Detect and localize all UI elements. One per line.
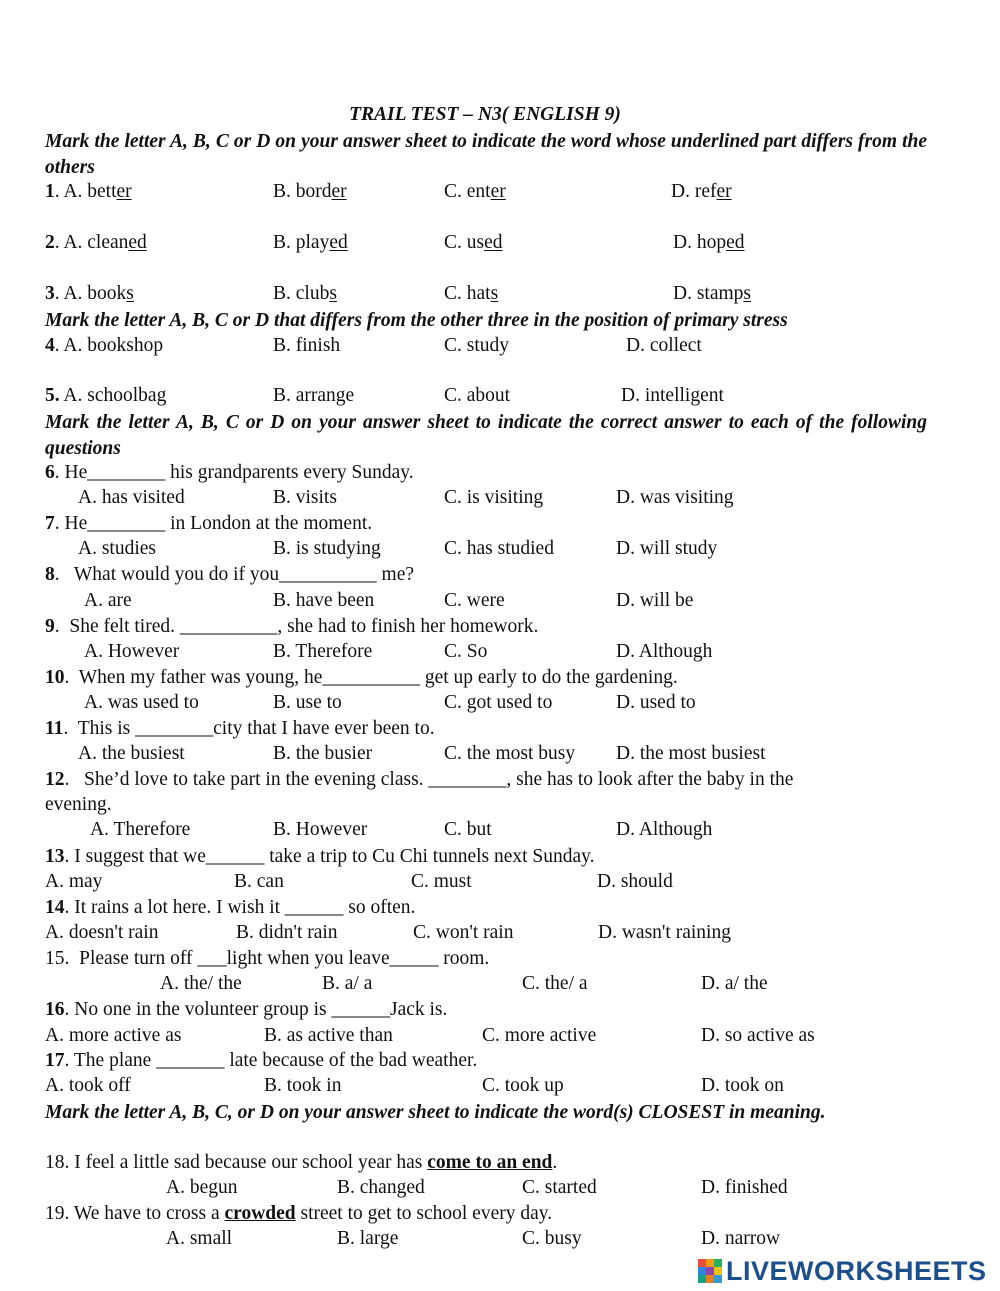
option-d[interactable]: D. took on [701, 1075, 784, 1096]
option-b[interactable]: B. finish [273, 335, 341, 356]
logo-grid-cell [714, 1267, 722, 1275]
option-a[interactable]: A. doesn't rain [45, 922, 159, 943]
instruction-correct-answer: Mark the letter A, B, C or D on your answer sheet to indicate the correct answer to each of the following questions [45, 412, 927, 459]
option-b[interactable]: B. clubs [273, 283, 337, 304]
option-c[interactable]: C. won't rain [413, 922, 514, 943]
option-c[interactable]: C. the/ a [522, 973, 588, 994]
question-text: . He________ in London at the moment. [54, 513, 373, 534]
option-d[interactable]: D. was visiting [616, 487, 734, 508]
logo-text: LIVEWORKSHEETS [726, 1255, 987, 1286]
instruction-stress: Mark the letter A, B, C or D that differs from the other three in the position of primary stress [45, 310, 788, 331]
option-d[interactable]: D. stamps [673, 283, 752, 304]
question-number: 11 [45, 718, 64, 739]
option-a[interactable]: A. the/ the [160, 973, 242, 994]
logo-grid-cell [706, 1259, 714, 1267]
logo-grid-cell [714, 1275, 722, 1283]
question-17 [45, 1049, 477, 1073]
question-text: . This is ________city that I have ever been to. [63, 718, 435, 739]
option-c[interactable]: C. So [444, 641, 488, 662]
option-c[interactable]: C. is visiting [444, 487, 544, 508]
option-c[interactable]: C. must [411, 871, 472, 892]
option-d[interactable]: D. intelligent [621, 385, 724, 406]
option-b[interactable]: B. can [234, 871, 284, 892]
option-a[interactable]: A. took off [45, 1075, 131, 1096]
option-b[interactable]: B. the busier [273, 743, 373, 764]
option-d[interactable]: D. a/ the [701, 973, 768, 994]
question-2: 2. A. cleaned [45, 232, 147, 253]
option-c[interactable]: C. took up [482, 1075, 564, 1096]
option-d[interactable]: D. will be [616, 590, 694, 611]
liveworksheets-logo[interactable] [698, 1256, 987, 1286]
option-b[interactable]: B. arrange [273, 385, 355, 406]
option-a[interactable]: A. small [166, 1228, 233, 1249]
question-text: . The plane _______ late because of the bad weather. [64, 1050, 478, 1071]
question-number: 16 [45, 999, 65, 1020]
option-d[interactable]: D. used to [616, 692, 696, 713]
option-d[interactable]: D. hoped [673, 232, 745, 253]
option-a[interactable]: A. schoolbag [59, 385, 167, 406]
question-number: 17 [45, 1050, 65, 1071]
highlighted-phrase: come to an end [427, 1152, 553, 1173]
question-number: 1 [45, 181, 55, 202]
question-10 [45, 666, 678, 690]
question-6 [45, 461, 414, 485]
option-a[interactable]: A. cleaned [63, 232, 147, 253]
option-d[interactable]: D. refer [671, 181, 732, 202]
option-d[interactable]: D. should [597, 871, 673, 892]
question-number: 12 [45, 769, 65, 790]
option-d[interactable]: D. the most busiest [616, 743, 766, 764]
question-4 [45, 334, 163, 358]
question-number: 14 [45, 897, 65, 918]
option-c[interactable]: C. started [522, 1177, 597, 1198]
logo-grid-cell [714, 1259, 722, 1267]
option-d[interactable]: D. finished [701, 1177, 788, 1198]
question-number: 4 [45, 335, 55, 356]
question-18: 18. I feel a little sad because our school year has come to an end. [45, 1152, 558, 1173]
option-c[interactable]: C. used [444, 232, 503, 253]
instruction-closest-meaning: Mark the letter A, B, C, or D on your answer sheet to indicate the word(s) CLOSEST in meaning. [45, 1102, 826, 1123]
option-c[interactable]: C. busy [522, 1228, 582, 1249]
option-c[interactable]: C. more active [482, 1025, 597, 1046]
option-d[interactable]: D. Although [616, 641, 713, 662]
option-d[interactable]: D. collect [626, 335, 702, 356]
option-b[interactable]: B. large [337, 1228, 399, 1249]
option-a[interactable]: A. are [84, 590, 132, 611]
option-c[interactable]: C. were [444, 590, 505, 611]
question-8 [45, 563, 414, 587]
question-1: 1. A. better [45, 181, 132, 202]
option-c[interactable]: C. but [444, 819, 492, 840]
logo-grid-cell [706, 1275, 714, 1283]
option-b[interactable]: B. played [273, 232, 348, 253]
option-b[interactable]: B. border [273, 181, 347, 202]
instruction-pronunciation: Mark the letter A, B, C or D on your answer sheet to indicate the word whose underlined part differs from the others [45, 131, 927, 178]
option-b[interactable]: B. took in [264, 1075, 342, 1096]
logo-grid-cell [698, 1275, 706, 1283]
option-b[interactable]: B. have been [273, 590, 375, 611]
option-b[interactable]: B. visits [273, 487, 337, 508]
question-16 [45, 998, 447, 1022]
option-a[interactable]: A. Therefore [90, 819, 191, 840]
question-12 [45, 768, 793, 792]
option-b[interactable]: B. as active than [264, 1025, 393, 1046]
logo-grid-icon [698, 1259, 722, 1283]
option-d[interactable]: D. wasn't raining [598, 922, 731, 943]
question-number: 9 [45, 616, 55, 637]
option-a[interactable]: A. However [84, 641, 180, 662]
option-b[interactable]: B. didn't rain [236, 922, 338, 943]
page-title: TRAIL TEST – N3( ENGLISH 9) [349, 104, 621, 125]
option-a[interactable]: A. has visited [78, 487, 185, 508]
question-number: 5. [45, 385, 60, 406]
option-a[interactable]: A. the busiest [78, 743, 185, 764]
option-b[interactable]: B. is studying [273, 538, 381, 559]
question-9 [45, 615, 538, 639]
option-a[interactable]: A. better [63, 181, 132, 202]
option-c[interactable]: C. study [444, 335, 510, 356]
question-text: . He________ his grandparents every Sunday. [54, 462, 414, 483]
logo-grid-cell [698, 1259, 706, 1267]
question-13 [45, 845, 595, 869]
question-7 [45, 512, 372, 536]
logo-grid-cell [698, 1267, 706, 1275]
question-number: 6 [45, 462, 55, 483]
option-a[interactable]: A. more active as [45, 1025, 182, 1046]
question-19: 19. We have to cross a crowded street to get to school every day. [45, 1203, 553, 1224]
question-text: . What would you do if you__________ me? [54, 564, 415, 585]
question-text: . It rains a lot here. I wish it ______ so often. [64, 897, 416, 918]
option-c[interactable]: C. has studied [444, 538, 554, 559]
question-5 [45, 384, 166, 408]
question-14 [45, 896, 415, 920]
question-number: 10 [45, 667, 65, 688]
highlighted-word: crowded [224, 1203, 296, 1224]
question-number: 13 [45, 846, 65, 867]
option-d[interactable]: D. Although [616, 819, 713, 840]
option-d[interactable]: D. so active as [701, 1025, 815, 1046]
question-15: 15. Please turn off ___light when you leave_____ room. [45, 948, 490, 969]
question-text: . I suggest that we______ take a trip to Cu Chi tunnels next Sunday. [64, 846, 595, 867]
logo-grid-cell [706, 1267, 714, 1275]
option-d[interactable]: D. will study [616, 538, 718, 559]
option-a[interactable]: . A. bookshop [54, 335, 164, 356]
question-text: . She felt tired. __________, she had to finish her homework. [54, 616, 539, 637]
question-12-continued: evening. [45, 794, 112, 815]
option-c[interactable]: C. hats [444, 283, 499, 304]
question-number: 8 [45, 564, 55, 585]
option-a[interactable]: A. books [63, 283, 134, 304]
question-number: 7 [45, 513, 55, 534]
question-3: 3. A. books [45, 283, 134, 304]
option-b[interactable]: B. Therefore [273, 641, 373, 662]
option-a[interactable]: A. may [45, 871, 103, 892]
question-text: . No one in the volunteer group is ______Jack is. [64, 999, 448, 1020]
option-c[interactable]: C. enter [444, 181, 506, 202]
option-b[interactable]: B. changed [337, 1177, 425, 1198]
option-c[interactable]: C. about [444, 385, 511, 406]
question-11 [45, 717, 435, 741]
option-a[interactable]: A. begun [166, 1177, 238, 1198]
option-d[interactable]: D. narrow [701, 1228, 781, 1249]
option-b[interactable]: B. a/ a [322, 973, 373, 994]
question-number: 3 [45, 283, 55, 304]
option-c[interactable]: C. the most busy [444, 743, 576, 764]
option-b[interactable]: B. use to [273, 692, 342, 713]
option-c[interactable]: C. got used to [444, 692, 553, 713]
option-a[interactable]: A. was used to [84, 692, 199, 713]
question-text: . She’d love to take part in the evening class. ________, she has to look after the baby in the [64, 769, 794, 790]
question-number: 2 [45, 232, 55, 253]
option-b[interactable]: B. However [273, 819, 368, 840]
question-text: . When my father was young, he__________ get up early to do the gardening. [64, 667, 678, 688]
option-a[interactable]: A. studies [78, 538, 156, 559]
